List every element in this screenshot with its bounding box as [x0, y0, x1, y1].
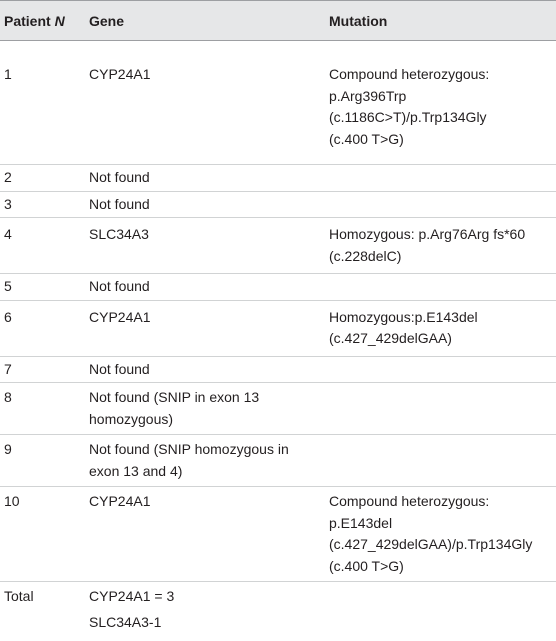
cell-gene	[85, 487, 329, 582]
cell-gene-line: homozygous)	[89, 409, 325, 431]
table-row	[0, 610, 556, 641]
cell-gene	[85, 356, 329, 383]
cell-patient-text: 2	[4, 169, 12, 185]
cell-mutation-line: (c.1186C>T)/p.Trp134Gly	[329, 107, 552, 129]
cell-mutation	[329, 487, 556, 582]
table-row	[0, 356, 556, 383]
cell-mutation-line: (c.427_429delGAA)/p.Trp134Gly	[329, 534, 552, 556]
cell-mutation	[329, 435, 556, 487]
cell-gene-line: Not found (SNIP in exon 13	[89, 387, 325, 409]
cell-mutation-line: (c.400 T>G)	[329, 129, 552, 151]
table-row	[0, 274, 556, 301]
cell-mutation-line: Compound heterozygous:	[329, 64, 552, 86]
cell-patient	[0, 487, 85, 582]
cell-gene-line: Not found	[89, 167, 325, 189]
cell-gene-line: Not found	[89, 194, 325, 216]
cell-mutation	[329, 383, 556, 435]
cell-mutation-line: Compound heterozygous:	[329, 491, 552, 513]
header-gene: Gene	[85, 1, 329, 41]
cell-mutation	[329, 218, 556, 274]
table-row	[0, 435, 556, 487]
cell-mutation	[329, 582, 556, 610]
cell-patient-text: 8	[4, 389, 12, 405]
table-header-row	[0, 1, 556, 41]
cell-gene	[85, 300, 329, 356]
cell-gene	[85, 435, 329, 487]
cell-gene-line: exon 13 and 4)	[89, 461, 325, 483]
cell-gene-line: CYP24A1	[89, 307, 325, 329]
table-row	[0, 41, 556, 165]
cell-gene	[85, 191, 329, 218]
cell-mutation	[329, 41, 556, 165]
cell-mutation	[329, 165, 556, 192]
cell-patient	[0, 435, 85, 487]
table-body	[0, 41, 556, 641]
cell-patient-text: 7	[4, 361, 12, 377]
cell-gene-line: Not found (SNIP homozygous in	[89, 439, 325, 461]
cell-patient-text: 5	[4, 278, 12, 294]
cell-gene-line: Not found	[89, 359, 325, 381]
cell-patient	[0, 610, 85, 641]
cell-patient	[0, 356, 85, 383]
header-mutation: Mutation	[329, 1, 556, 41]
cell-patient	[0, 383, 85, 435]
table-row	[0, 383, 556, 435]
cell-gene-line: SLC34A3	[89, 224, 325, 246]
header-patient-n: Patient N	[0, 1, 85, 41]
cell-mutation-line: (c.400 T>G)	[329, 556, 552, 578]
cell-patient-text: 9	[4, 441, 12, 457]
cell-mutation-line: p.E143del	[329, 513, 552, 535]
cell-mutation	[329, 610, 556, 641]
table-row	[0, 300, 556, 356]
cell-mutation	[329, 274, 556, 301]
cell-gene	[85, 274, 329, 301]
table-row	[0, 191, 556, 218]
table-row	[0, 218, 556, 274]
cell-patient	[0, 300, 85, 356]
cell-gene-line: Not found	[89, 276, 325, 298]
cell-mutation-line: (c.427_429delGAA)	[329, 328, 552, 350]
cell-patient	[0, 41, 85, 165]
cell-gene	[85, 41, 329, 165]
cell-gene	[85, 218, 329, 274]
table-row	[0, 487, 556, 582]
cell-mutation-line: Homozygous:p.E143del	[329, 307, 552, 329]
cell-mutation-line: (c.228delC)	[329, 246, 552, 268]
cell-mutation	[329, 191, 556, 218]
cell-patient-text: 6	[4, 309, 12, 325]
cell-patient-text: 4	[4, 226, 12, 242]
cell-mutation-line: p.Arg396Trp	[329, 86, 552, 108]
cell-patient	[0, 274, 85, 301]
table-row	[0, 582, 556, 610]
cell-patient	[0, 191, 85, 218]
cell-patient-text: Total	[4, 588, 34, 604]
cell-gene	[85, 582, 329, 610]
cell-patient	[0, 165, 85, 192]
cell-gene-line: CYP24A1	[89, 491, 325, 513]
cell-gene-line: CYP24A1 = 3	[89, 586, 325, 608]
cell-mutation-line: Homozygous: p.Arg76Arg fs*60	[329, 224, 552, 246]
cell-patient	[0, 582, 85, 610]
cell-patient-text: 10	[4, 493, 20, 509]
cell-mutation	[329, 356, 556, 383]
cell-patient-text: 1	[4, 66, 12, 82]
cell-gene-line: CYP24A1	[89, 64, 325, 86]
cell-mutation	[329, 300, 556, 356]
cell-gene	[85, 165, 329, 192]
cell-patient	[0, 218, 85, 274]
cell-patient-text: 3	[4, 196, 12, 212]
table-row	[0, 165, 556, 192]
cell-gene	[85, 383, 329, 435]
cell-gene	[85, 610, 329, 641]
cell-gene-line: SLC34A3-1	[89, 612, 325, 634]
